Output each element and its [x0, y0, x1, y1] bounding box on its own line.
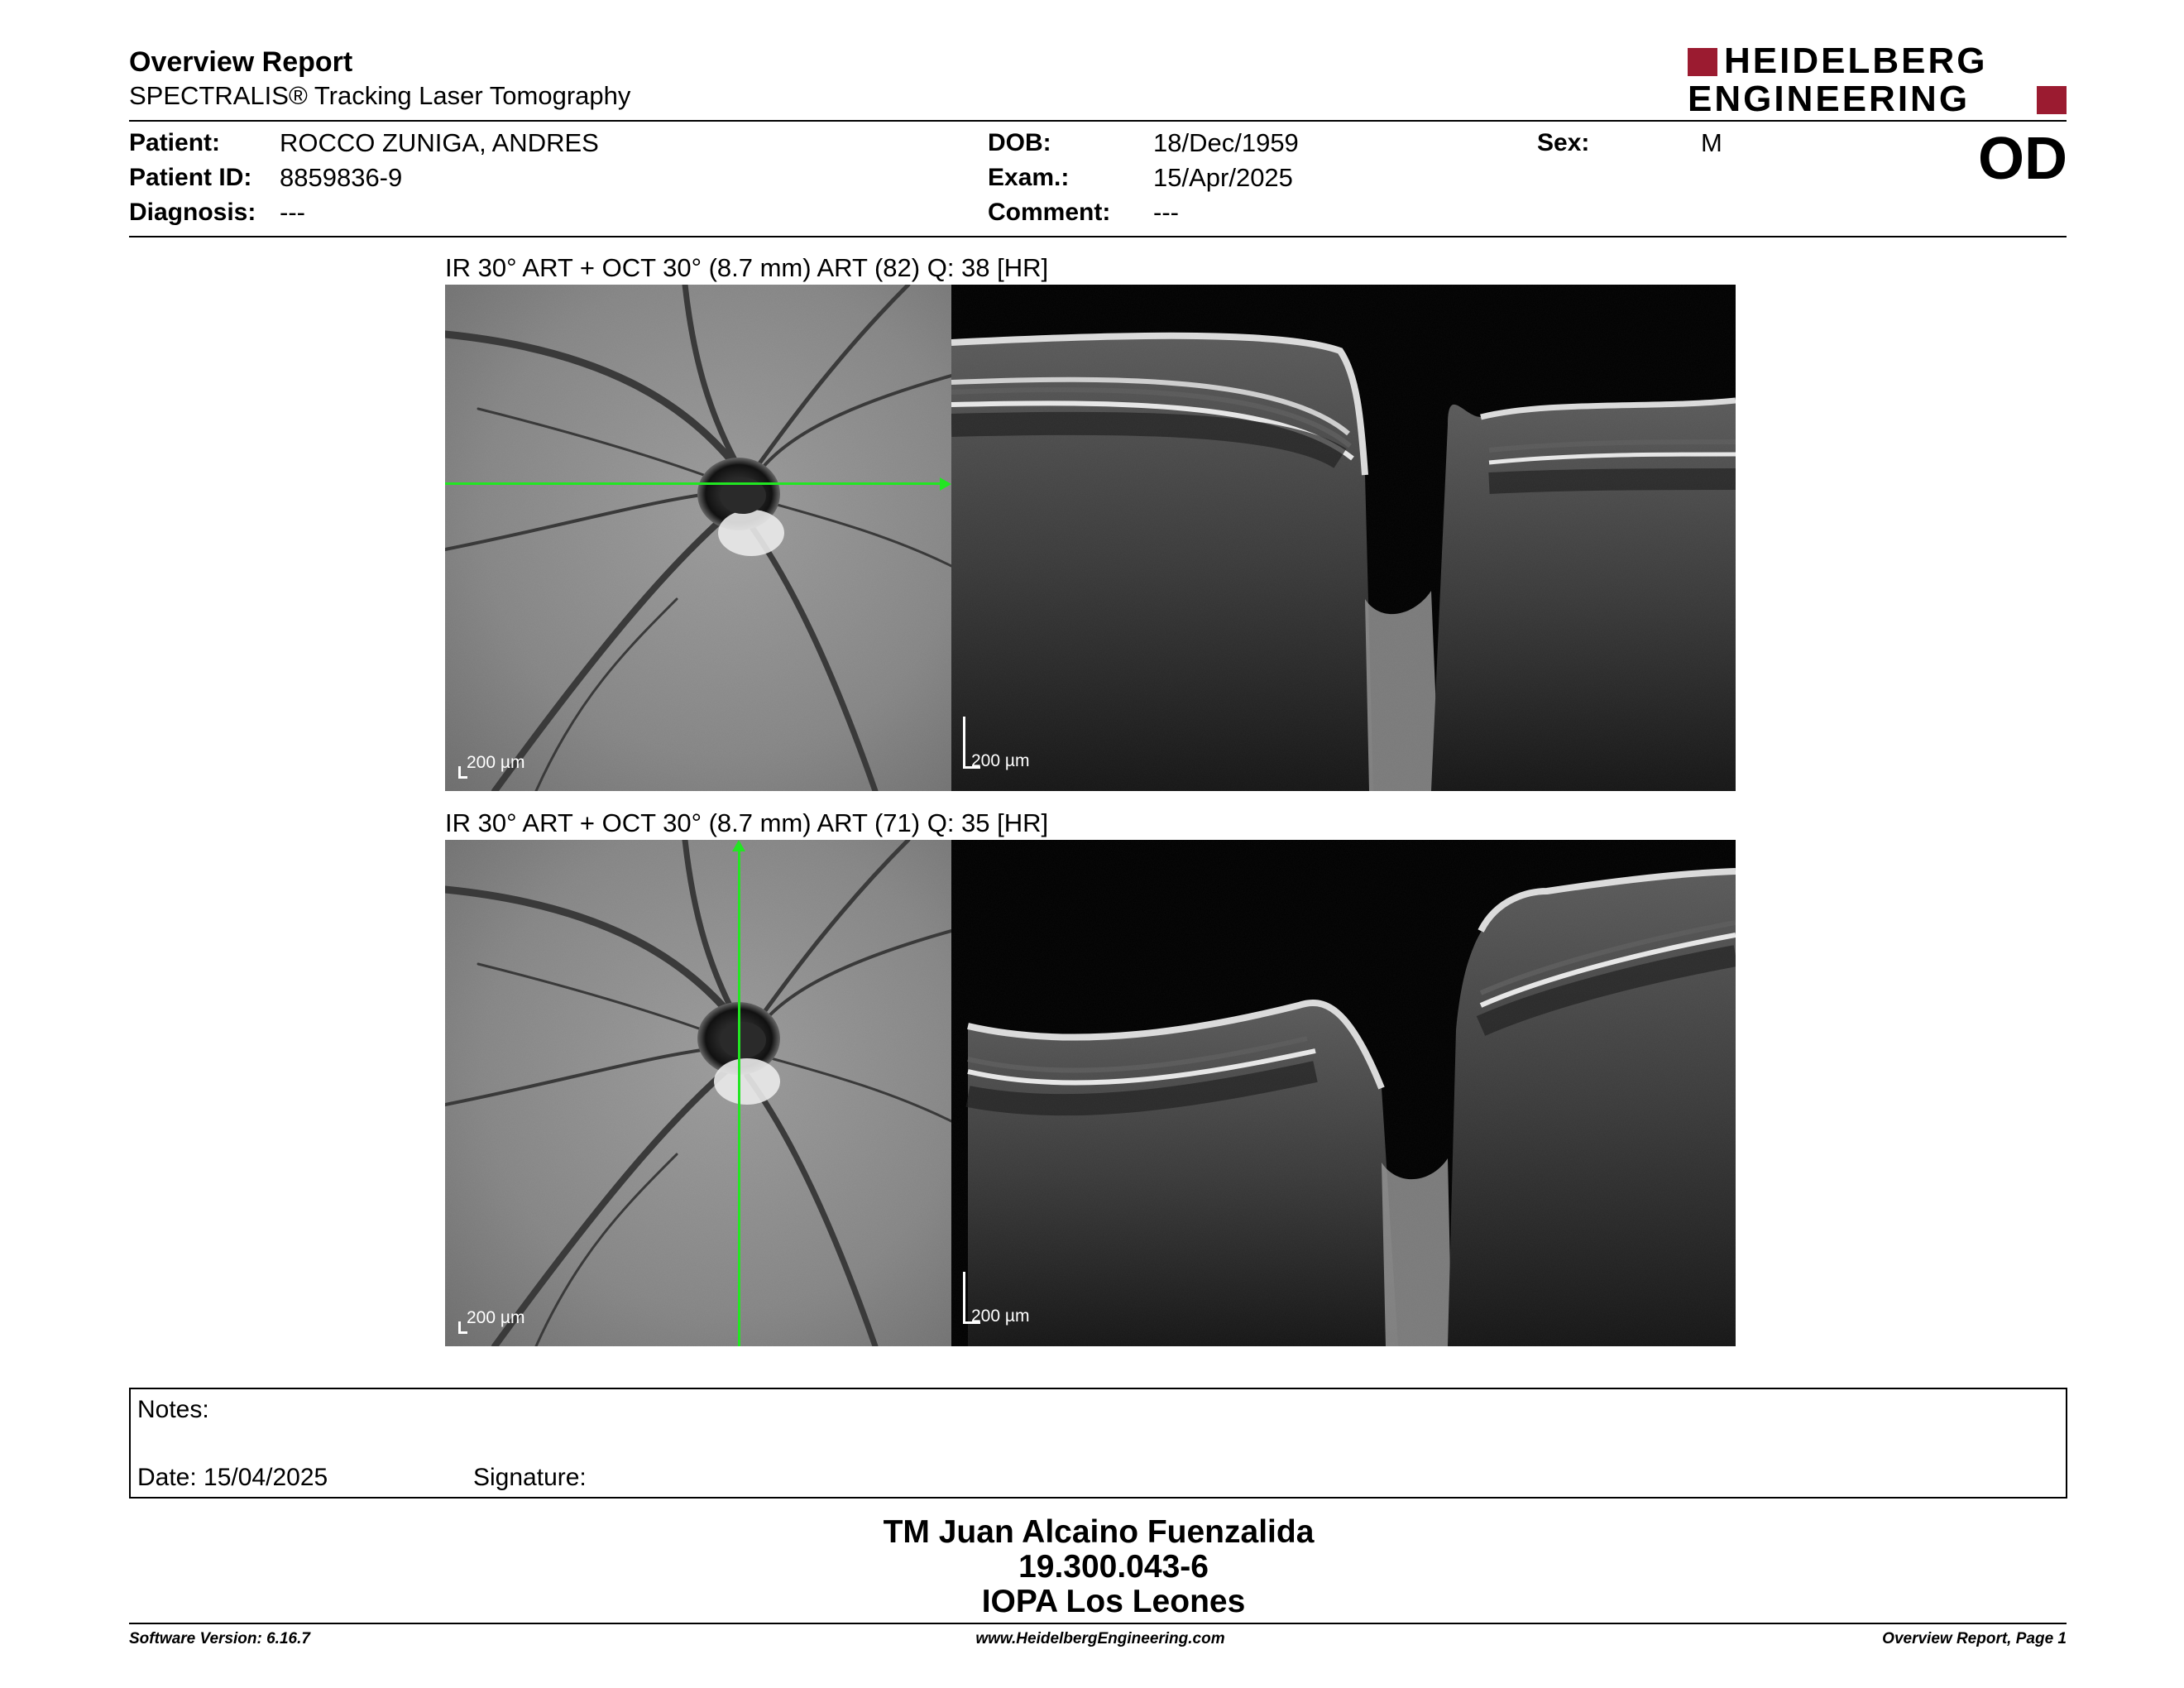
signature-name: TM Juan Alcaino Fuenzalida	[883, 1514, 1315, 1550]
diagnosis-label: Diagnosis:	[129, 199, 256, 226]
scan-1-oct-scale	[963, 727, 1030, 770]
scan-1-arrow-icon	[940, 477, 951, 491]
website-link[interactable]: www.HeidelbergEngineering.com	[975, 1630, 1225, 1647]
scale-bar-icon	[458, 1321, 467, 1334]
report-title: Overview Report	[129, 46, 353, 78]
scan-2-vertical-scan-line	[738, 846, 740, 1346]
scan-2-title: IR 30° ART + OCT 30° (8.7 mm) ART (71) Q: 35 [HR]	[445, 808, 1049, 837]
scan-1-fundus-scale-label: 200 µm	[467, 753, 525, 772]
logo-square-bottom	[2037, 86, 2067, 114]
patient-id: 8859836-9	[280, 163, 403, 192]
signature-institution: IOPA Los Leones	[981, 1584, 1246, 1619]
scan-2-fundus-image	[445, 840, 951, 1346]
report-subtitle: SPECTRALIS® Tracking Laser Tomography	[129, 81, 631, 110]
patient-label: Patient:	[129, 129, 221, 156]
scan-1-oct-image	[951, 285, 1736, 791]
scan-2-oct-scale-label: 200 µm	[971, 1307, 1030, 1326]
scan-2-fundus-scale-label: 200 µm	[467, 1308, 525, 1327]
scan-2-oct-image	[951, 840, 1736, 1346]
exam-label: Exam.:	[988, 164, 1070, 191]
eye-indicator: OD	[1978, 126, 2067, 192]
header-divider	[129, 120, 2067, 122]
logo-line1: HEIDELBERG	[1724, 41, 1988, 81]
scan-2-arrow-icon	[732, 840, 745, 851]
exam-value: 15/Apr/2025	[1153, 163, 1293, 192]
dob-value: 18/Dec/1959	[1153, 128, 1299, 157]
scan-1-fundus-image	[445, 285, 951, 791]
notes-box	[129, 1388, 2067, 1499]
signature-label: Signature:	[473, 1464, 587, 1491]
footer-divider	[129, 1623, 2067, 1624]
heidelberg-logo	[1688, 41, 2067, 119]
notes-label: Notes:	[137, 1396, 209, 1423]
dob-label: DOB:	[988, 129, 1051, 156]
logo-square-top	[1688, 48, 1717, 76]
patient-name: ROCCO ZUNIGA, ANDRES	[280, 128, 599, 157]
scan-1-horizontal-scan-line	[445, 482, 945, 485]
signature-id: 19.300.043-6	[1018, 1549, 1209, 1585]
patient-id-label: Patient ID:	[129, 164, 252, 191]
sex-label: Sex:	[1537, 129, 1590, 156]
sex-value: M	[1701, 128, 1722, 157]
scan-2-fundus-scale	[458, 1308, 524, 1328]
scale-bar-icon	[458, 766, 467, 779]
patient-divider	[129, 236, 2067, 237]
comment-value: ---	[1153, 198, 1179, 227]
comment-label: Comment:	[988, 199, 1111, 226]
diagnosis-value: ---	[280, 198, 305, 227]
logo-line2: ENGINEERING	[1688, 79, 1971, 119]
software-version: Software Version: 6.16.7	[129, 1630, 310, 1647]
scan-1-fundus-scale	[458, 753, 524, 773]
scan-1-title: IR 30° ART + OCT 30° (8.7 mm) ART (82) Q: 38 [HR]	[445, 253, 1049, 282]
date-label: Date: 15/04/2025	[137, 1464, 328, 1491]
scan-2-oct-scale	[963, 1282, 1030, 1326]
scan-1-oct-scale-label: 200 µm	[971, 751, 1030, 770]
page-indicator: Overview Report, Page 1	[1882, 1630, 2067, 1647]
